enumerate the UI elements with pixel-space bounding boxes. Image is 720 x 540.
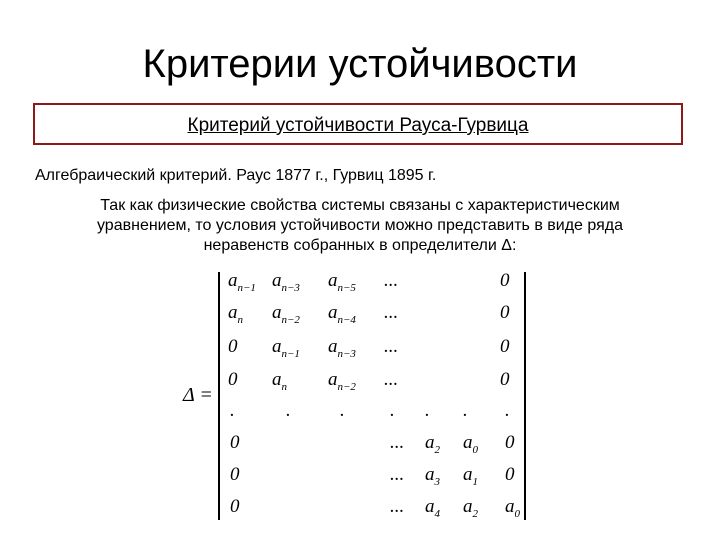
matrix-cell-base: 0 <box>505 464 515 485</box>
matrix-cell-subscript: n <box>237 313 243 326</box>
matrix-cell <box>384 336 398 358</box>
matrix-cell-base: . <box>390 400 395 421</box>
matrix-cell-subscript: 1 <box>472 475 478 488</box>
matrix-cell-subscript: n−4 <box>337 313 356 326</box>
matrix-cell <box>384 302 398 324</box>
matrix-cell-base: 0 <box>230 496 240 517</box>
matrix-cell <box>228 302 243 326</box>
slide-title: Критерии устойчивости <box>142 42 578 86</box>
paragraph <box>40 196 680 256</box>
matrix-cell-base: 0 <box>230 432 240 453</box>
matrix-cell <box>384 369 398 391</box>
matrix-cell <box>272 369 287 393</box>
matrix-cell-base: ... <box>384 369 399 390</box>
matrix-cell-subscript: 2 <box>434 443 440 456</box>
matrix-cell-subscript: 0 <box>472 443 478 456</box>
matrix-cell-base: a <box>272 302 282 323</box>
matrix-cell <box>390 400 395 422</box>
matrix-cell-base: 0 <box>500 302 510 323</box>
matrix-cell-base: a <box>328 270 338 291</box>
matrix-cell <box>328 270 356 294</box>
matrix-cell-subscript: n−1 <box>281 347 300 360</box>
matrix-cell-base: a <box>425 432 435 453</box>
matrix-cell <box>463 496 478 520</box>
matrix-cell <box>425 400 430 422</box>
matrix-cell <box>500 302 510 324</box>
matrix-cell <box>286 400 291 422</box>
matrix-cell <box>340 400 345 422</box>
matrix-cell-base: ... <box>384 302 399 323</box>
matrix-cell-base: 0 <box>228 369 238 390</box>
matrix-cell-base: a <box>463 496 473 517</box>
determinant-left-bar <box>218 272 220 520</box>
matrix-cell <box>500 369 510 391</box>
matrix-cell-base: ... <box>384 270 399 291</box>
matrix-cell-base: . <box>286 400 291 421</box>
matrix-cell-base: a <box>328 369 338 390</box>
matrix-cell-base: 0 <box>500 336 510 357</box>
paragraph-line: уравнением, то условия устойчивости можно представить в виде ряда <box>96 217 623 234</box>
matrix-cell <box>390 432 404 454</box>
matrix-cell-base: 0 <box>505 432 515 453</box>
matrix-cell <box>505 496 520 520</box>
matrix-cell <box>500 270 510 292</box>
matrix-cell-base: a <box>425 464 435 485</box>
matrix-cell <box>230 432 240 454</box>
matrix-cell-subscript: n−2 <box>337 380 356 393</box>
matrix-cell-base: a <box>228 270 238 291</box>
matrix-cell <box>328 369 356 393</box>
matrix-cell-base: a <box>272 369 282 390</box>
matrix-cell <box>230 496 240 518</box>
matrix-cell-base: . <box>425 400 430 421</box>
matrix-cell-base: . <box>230 400 235 421</box>
matrix-cell-base: a <box>228 302 238 323</box>
matrix-cell <box>272 302 300 326</box>
matrix-cell-subscript: 0 <box>514 507 520 520</box>
matrix-cell-subscript: n−1 <box>237 281 256 294</box>
matrix-cell-base: ... <box>390 432 405 453</box>
determinant-right-bar <box>524 272 526 520</box>
matrix-cell-base: 0 <box>228 336 238 357</box>
matrix-cell <box>505 464 515 486</box>
matrix-cell <box>272 336 300 360</box>
matrix-cell-base: 0 <box>230 464 240 485</box>
paragraph-line: Так как физические свойства системы связаны с характеристическим <box>100 197 620 214</box>
matrix-cell-subscript: n−5 <box>337 281 356 294</box>
matrix-cell-base: a <box>425 496 435 517</box>
matrix-cell <box>384 270 398 292</box>
matrix-cell-base: a <box>328 336 338 357</box>
subtitle: Критерий устойчивости Рауса-Гурвица <box>187 115 529 136</box>
matrix-cell <box>500 336 510 358</box>
paragraph-line: неравенств собранных в определители Δ: <box>203 237 517 254</box>
matrix-cell <box>228 270 256 294</box>
subtitle-box <box>33 103 683 145</box>
history-line: Алгебраический критерий. Раус 1877 г., Гурвиц 1895 г. <box>35 167 437 184</box>
matrix-cell <box>425 464 440 488</box>
matrix-cell <box>463 400 468 422</box>
matrix-cell <box>272 270 300 294</box>
matrix-cell-base: a <box>272 270 282 291</box>
matrix-cell-subscript: n−2 <box>281 313 300 326</box>
determinant-label: Δ = <box>183 384 213 406</box>
matrix-cell-base: . <box>340 400 345 421</box>
matrix-cell-subscript: n <box>281 380 287 393</box>
matrix-cell <box>425 496 440 520</box>
matrix-cell-subscript: 3 <box>434 475 440 488</box>
matrix-cell-base: a <box>505 496 515 517</box>
matrix-cell-base: ... <box>390 496 405 517</box>
matrix-cell-base: a <box>463 464 473 485</box>
matrix-cell <box>505 400 510 422</box>
matrix-cell-base: . <box>463 400 468 421</box>
matrix-cell <box>328 302 356 326</box>
matrix-cell <box>390 496 404 518</box>
matrix-cell-base: ... <box>384 336 399 357</box>
matrix-cell <box>228 369 238 391</box>
matrix-cell-base: . <box>505 400 510 421</box>
matrix-cell-base: a <box>328 302 338 323</box>
matrix-cell-base: 0 <box>500 369 510 390</box>
matrix-cell <box>463 432 478 456</box>
matrix-cell <box>425 432 440 456</box>
matrix-cell <box>230 400 235 422</box>
matrix-cell <box>228 336 238 358</box>
matrix-cell-base: a <box>463 432 473 453</box>
matrix-cell-subscript: n−3 <box>281 281 300 294</box>
matrix-cell-subscript: 4 <box>434 507 440 520</box>
matrix-cell-base: ... <box>390 464 405 485</box>
matrix-cell <box>390 464 404 486</box>
matrix-cell <box>230 464 240 486</box>
matrix-cell-subscript: 2 <box>472 507 478 520</box>
matrix-cell <box>505 432 515 454</box>
matrix-cell <box>463 464 478 488</box>
matrix-cell <box>328 336 356 360</box>
matrix-cell-subscript: n−3 <box>337 347 356 360</box>
matrix-cell-base: 0 <box>500 270 510 291</box>
matrix-cell-base: a <box>272 336 282 357</box>
